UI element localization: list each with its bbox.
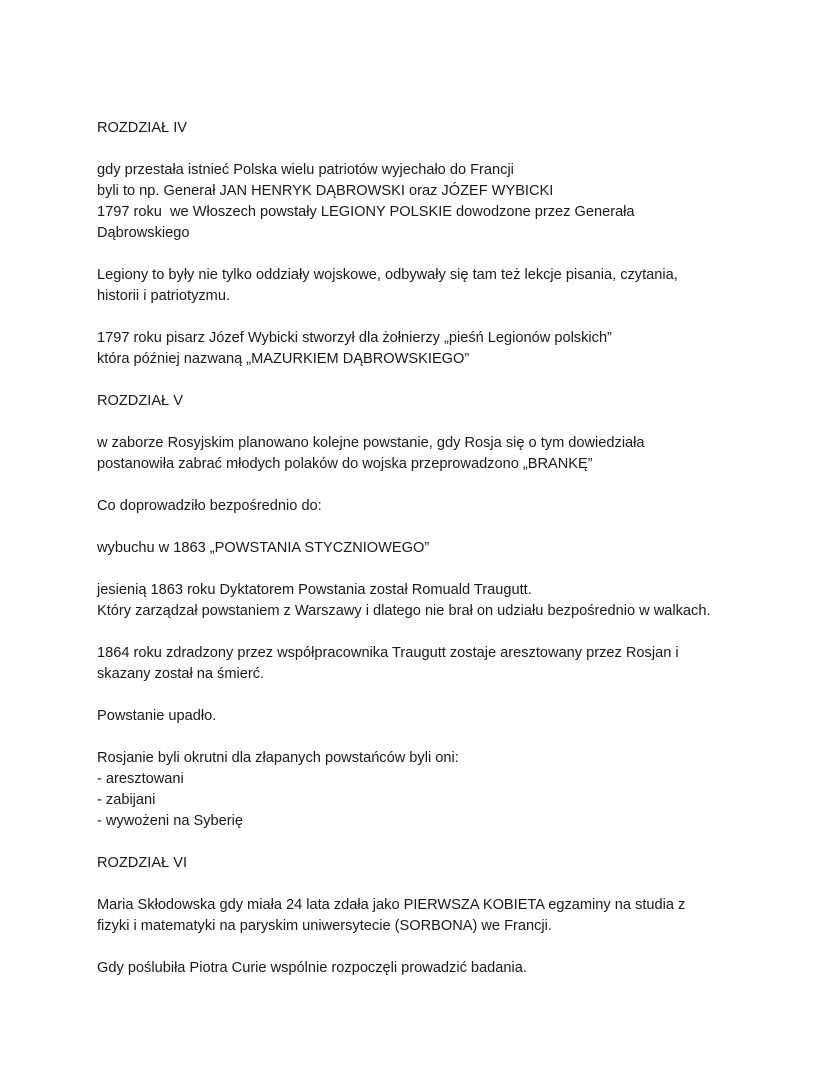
- paragraph: [97, 328, 777, 370]
- text-line: skazany został na śmierć.: [97, 666, 265, 682]
- text-line: Powstanie upadło.: [97, 708, 217, 724]
- paragraph-gap: [97, 559, 777, 580]
- paragraph: [97, 496, 777, 517]
- paragraph: [97, 580, 777, 622]
- text-line: Maria Skłodowska gdy miała 24 lata zdała jako PIERWSZA KOBIETA egzaminy na studia z: [97, 897, 686, 913]
- text-line: Dąbrowskiego: [97, 225, 190, 241]
- paragraph-gap: [97, 874, 777, 895]
- text-line: byli to np. Generał JAN HENRYK DĄBROWSKI oraz JÓZEF WYBICKI: [97, 183, 554, 199]
- text-line: fizyki i matematyki na paryskim uniwersytecie (SORBONA) we Francji.: [97, 918, 552, 934]
- list-item: - aresztowani: [97, 771, 184, 787]
- text-line: gdy przestała istnieć Polska wielu patriotów wyjechało do Francji: [97, 162, 514, 178]
- paragraph-gap: [97, 307, 777, 328]
- text-line: 1797 roku we Włoszech powstały LEGIONY POLSKIE dowodzone przez Generała: [97, 204, 635, 220]
- text-line: jesienią 1863 roku Dyktatorem Powstania został Romuald Traugutt.: [97, 582, 532, 598]
- text-line: 1797 roku pisarz Józef Wybicki stworzył dla żołnierzy „pieśń Legionów polskich”: [97, 330, 612, 346]
- paragraph: [97, 433, 777, 475]
- text-line: Rosjanie byli okrutni dla złapanych powstańców byli oni:: [97, 750, 459, 766]
- paragraph-gap: [97, 139, 777, 160]
- list-item: - zabijani: [97, 792, 156, 808]
- text-line: Legiony to były nie tylko oddziały wojskowe, odbywały się tam też lekcje pisania, czytania,: [97, 267, 678, 283]
- paragraph-gap: [97, 370, 777, 391]
- paragraph: [97, 706, 777, 727]
- text-line: Co doprowadziło bezpośrednio do:: [97, 498, 322, 514]
- paragraph-gap: [97, 475, 777, 496]
- text-line: Gdy poślubiła Piotra Curie wspólnie rozpoczęli prowadzić badania.: [97, 960, 527, 976]
- document-body: [97, 118, 777, 979]
- text-line: 1864 roku zdradzony przez współpracownika Traugutt zostaje aresztowany przez Rosjan i: [97, 645, 679, 661]
- paragraph: [97, 748, 777, 832]
- text-line: w zaborze Rosyjskim planowano kolejne powstanie, gdy Rosja się o tym dowiedziała: [97, 435, 645, 451]
- text-line: Który zarządzał powstaniem z Warszawy i dlatego nie brał on udziału bezpośrednio w walkach.: [97, 603, 711, 619]
- paragraph: [97, 895, 777, 937]
- paragraph: [97, 265, 777, 307]
- text-line: postanowiła zabrać młodych polaków do wojska przeprowadzono „BRANKĘ”: [97, 456, 593, 472]
- paragraph-gap: [97, 685, 777, 706]
- text-line: która później nazwaną „MAZURKIEM DĄBROWSKIEGO”: [97, 351, 470, 367]
- list-item: - wywożeni na Syberię: [97, 813, 244, 829]
- paragraph-gap: [97, 517, 777, 538]
- paragraph-gap: [97, 622, 777, 643]
- paragraph: [97, 538, 777, 559]
- chapter-heading: ROZDZIAŁ IV: [97, 120, 188, 136]
- paragraph-gap: [97, 727, 777, 748]
- paragraph: [97, 958, 777, 979]
- paragraph-gap: [97, 832, 777, 853]
- paragraph: [97, 643, 777, 685]
- paragraph-gap: [97, 244, 777, 265]
- chapter-heading: ROZDZIAŁ V: [97, 393, 183, 409]
- text-line: wybuchu w 1863 „POWSTANIA STYCZNIOWEGO”: [97, 540, 430, 556]
- chapter-heading: ROZDZIAŁ VI: [97, 855, 188, 871]
- paragraph-gap: [97, 412, 777, 433]
- paragraph: [97, 160, 777, 244]
- paragraph-gap: [97, 937, 777, 958]
- text-line: historii i patriotyzmu.: [97, 288, 231, 304]
